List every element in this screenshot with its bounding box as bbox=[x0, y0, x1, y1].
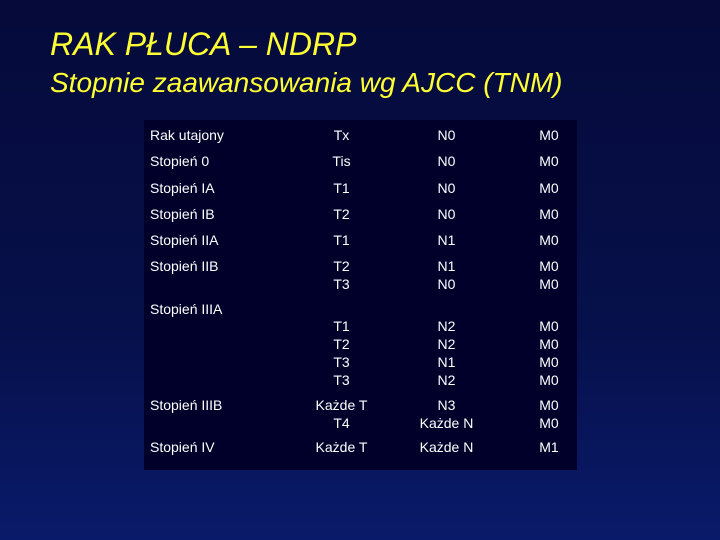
m-cell: M0 M0 bbox=[539, 397, 559, 431]
t-cell: T1 T2 T3 T3 bbox=[333, 318, 350, 388]
t-cell: T2 bbox=[333, 206, 350, 222]
t-cell: T2 T3 bbox=[333, 258, 350, 292]
t-cell: Tx bbox=[333, 127, 350, 143]
m-cell: M0 bbox=[539, 232, 559, 248]
slide-title: RAK PŁUCA – NDRP bbox=[50, 26, 357, 62]
m-cell: M0 M0 M0 M0 bbox=[539, 318, 559, 388]
n-cell: Każde N bbox=[419, 439, 474, 455]
t-cell: Tis bbox=[332, 153, 351, 169]
m-cell: M0 bbox=[539, 127, 559, 143]
n-cell: N0 bbox=[437, 153, 456, 169]
row-label: Stopień 0 bbox=[150, 153, 210, 169]
t-cell: Każde T bbox=[315, 439, 368, 455]
n-cell: N0 bbox=[437, 206, 456, 222]
row-label: Rak utajony bbox=[150, 127, 224, 143]
row-label: Stopień IV bbox=[150, 439, 215, 455]
n-cell: N1 N0 bbox=[437, 258, 456, 292]
t-cell: T1 bbox=[333, 180, 350, 196]
m-cell: M0 bbox=[539, 180, 559, 196]
n-cell: N2 N2 N1 N2 bbox=[437, 318, 456, 388]
m-cell: M0 bbox=[539, 206, 559, 222]
row-label: Stopień IIIB bbox=[150, 397, 223, 413]
row-label: Stopień IIIA bbox=[150, 301, 223, 317]
n-cell: N1 bbox=[437, 232, 456, 248]
m-cell: M0 bbox=[539, 153, 559, 169]
slide-subtitle: Stopnie zaawansowania wg AJCC (TNM) bbox=[50, 67, 563, 98]
row-label: Stopień IIB bbox=[150, 258, 219, 274]
m-cell: M1 bbox=[539, 439, 559, 455]
row-label: Stopień IIA bbox=[150, 232, 219, 248]
n-cell: N0 bbox=[437, 180, 456, 196]
m-cell: M0 M0 bbox=[539, 258, 559, 292]
tnm-table bbox=[144, 120, 577, 470]
t-cell: T1 bbox=[333, 232, 350, 248]
n-cell: N3 Każde N bbox=[419, 397, 474, 431]
row-label: Stopień IA bbox=[150, 180, 215, 196]
t-cell: Każde T T4 bbox=[315, 397, 368, 431]
row-label: Stopień IB bbox=[150, 206, 215, 222]
n-cell: N0 bbox=[437, 127, 456, 143]
